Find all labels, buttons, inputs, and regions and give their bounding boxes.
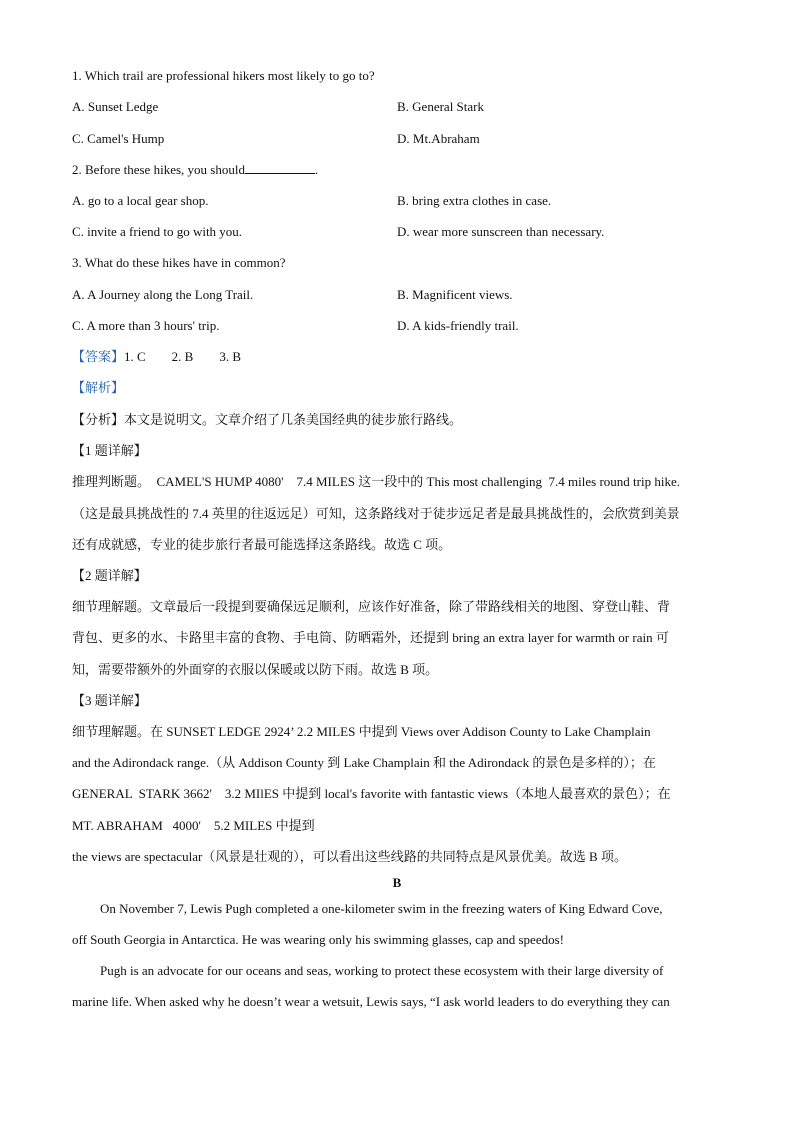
question-3-option-c: C. A more than 3 hours' trip. [72, 318, 220, 333]
question-3-stem: 3. What do these hikes have in common? [72, 255, 286, 270]
detail-2-heading: 【2 题详解】 [72, 568, 147, 583]
question-2-stem [72, 161, 318, 179]
answer-text: 1. C 2. B 3. B [124, 349, 242, 364]
analysis-intro: 【分析】本文是说明文。文章介绍了几条美国经典的徒步旅行路线。 [72, 412, 463, 427]
section-b-para-1-line-2: off South Georgia in Antarctica. He was wearing only his swimming glasses, cap and speedos! [72, 932, 564, 947]
detail-3-line-2: and the Adirondack range.（从 Addison County 到 Lake Champlain 和 the Adirondack 的景色是多样的）；在 [72, 755, 656, 770]
question-1-stem: 1. Which trail are professional hikers most likely to go to? [72, 68, 375, 83]
answer-blank [245, 161, 315, 174]
question-2-stem-end: . [314, 162, 319, 177]
question-2-option-c: C. invite a friend to go with you. [72, 224, 243, 239]
question-1-option-c: C. Camel's Hump [72, 131, 165, 146]
section-b-para-2-line-1: Pugh is an advocate for our oceans and seas, working to protect these ecosystem with their large diversity of [100, 963, 664, 978]
section-b-title: B [392, 875, 402, 890]
question-3-option-d: D. A kids-friendly trail. [397, 318, 519, 333]
answer-line [72, 348, 241, 366]
question-2-option-b: B. bring extra clothes in case. [397, 193, 552, 208]
question-2-stem-text: 2. Before these hikes, you should [72, 162, 245, 177]
detail-1-heading: 【1 题详解】 [72, 443, 147, 458]
detail-3-line-4: MT. ABRAHAM 4000' 5.2 MILES 中提到 [72, 818, 315, 833]
answer-label: 【答案】 [72, 349, 125, 364]
detail-1-line-2: （这是最具挑战性的 7.4 英里的往返远足）可知，这条路线对于徒步远足者是最具挑战性的，会欣赏到美景 [72, 506, 680, 521]
question-3-option-b: B. Magnificent views. [397, 287, 513, 302]
question-3-option-a: A. A Journey along the Long Trail. [72, 287, 254, 302]
question-2-option-d: D. wear more sunscreen than necessary. [397, 224, 605, 239]
section-b-para-2-line-2: marine life. When asked why he doesn’t wear a wetsuit, Lewis says, “I ask world leaders to do everything they can [72, 994, 670, 1009]
detail-2-line-2: 背包、更多的水、卡路里丰富的食物、手电筒、防晒霜外，还提到 bring an extra layer for warmth or rain 可 [72, 630, 669, 645]
analysis-label: 【解析】 [72, 380, 125, 395]
detail-2-line-1: 细节理解题。文章最后一段提到要确保远足顺利，应该作好准备，除了带路线相关的地图、穿登山鞋、背 [72, 599, 671, 614]
question-1-option-b: B. General Stark [397, 99, 485, 114]
question-1-option-a: A. Sunset Ledge [72, 99, 159, 114]
detail-3-line-5: the views are spectacular（风景是壮观的），可以看出这些线路的共同特点是风景优美。故选 B 项。 [72, 849, 627, 864]
detail-3-line-3: GENERAL STARK 3662' 3.2 MIlES 中提到 local's favorite with fantastic views（本地人最喜欢的景色）；在 [72, 786, 671, 801]
detail-1-line-3: 还有成就感，专业的徒步旅行者最可能选择这条路线。故选 C 项。 [72, 537, 452, 552]
question-2-option-a: A. go to a local gear shop. [72, 193, 209, 208]
question-1-option-d: D. Mt.Abraham [397, 131, 480, 146]
detail-3-heading: 【3 题详解】 [72, 693, 147, 708]
detail-3-line-1: 细节理解题。在 SUNSET LEDGE 2924’ 2.2 MILES 中提到 Views over Addison County to Lake Champlain [72, 724, 651, 739]
section-b-para-1-line-1: On November 7, Lewis Pugh completed a one-kilometer swim in the freezing waters of King Edward Cove, [100, 901, 663, 916]
detail-1-line-1: 推理判断题。 CAMEL'S HUMP 4080' 7.4 MILES 这一段中的 This most challenging 7.4 miles round trip hike. [72, 474, 680, 489]
detail-2-line-3: 知，需要带额外的外面穿的衣服以保暖或以防下雨。故选 B 项。 [72, 662, 439, 677]
